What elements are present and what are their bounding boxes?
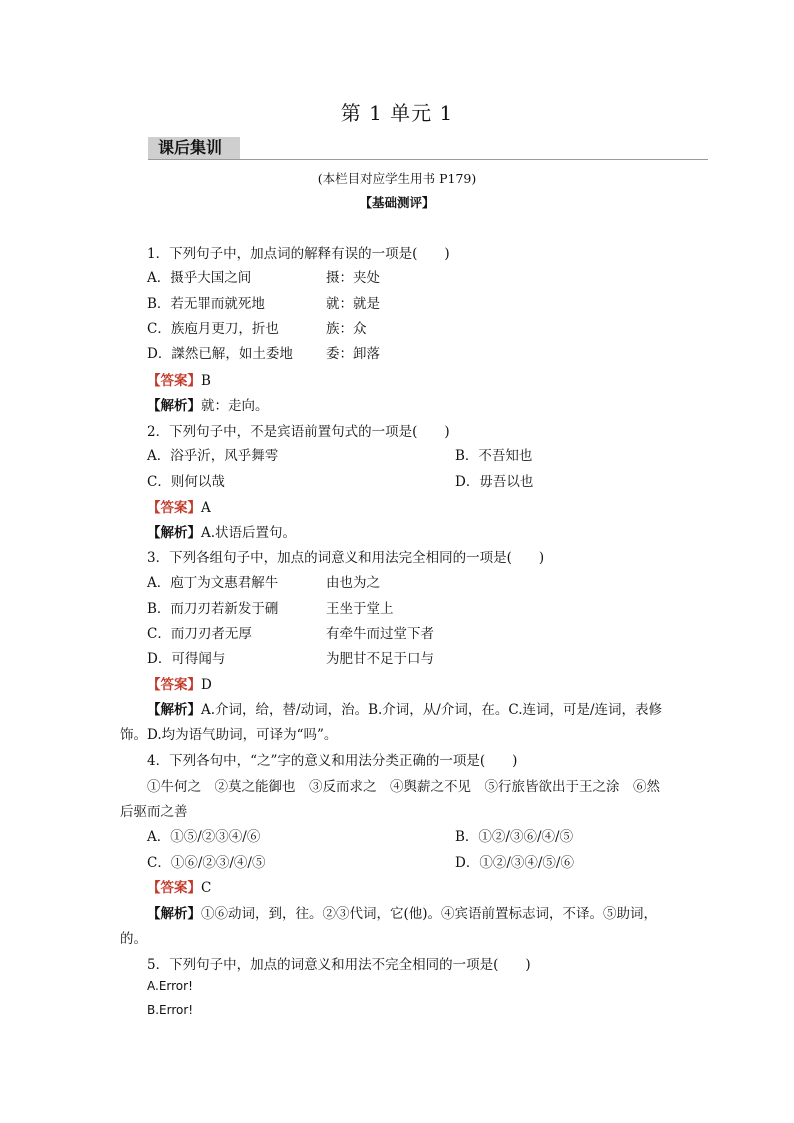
q3-explanation-cont: 饰。D.均为语气助词，可译为“吗”。 (120, 727, 338, 743)
q3-option-a-pair: 由也为之 (326, 575, 380, 591)
q1-option-d: D．謋然已解，如土委地 (147, 346, 293, 362)
q2-option-d: D．毋吾以也 (455, 474, 534, 490)
q2-option-c: C．则何以哉 (147, 474, 225, 490)
explanation-text: 就：走向。 (201, 398, 269, 414)
q4-option-a: A．①⑤/②③④/⑥ (147, 829, 261, 845)
q3-option-b-pair: 王坐于堂上 (326, 601, 394, 617)
q4-items-cont: 后驱而之善 (120, 804, 188, 820)
q1-option-c: C．族庖月更刀，折也 (147, 321, 279, 337)
subheading: 【基础测评】 (359, 195, 435, 210)
q2-explanation (147, 521, 296, 541)
q5-option-a: A.Error! (147, 979, 193, 993)
answer-label: 【答案】 (147, 677, 201, 693)
explanation-text: A.介词，给，替/动词，治。B.介词，从/介词，在。C.连词，可是/连词，表修 (201, 702, 663, 718)
answer-value: B (201, 373, 211, 389)
q4-option-b: B．①②/③⑥/④/⑤ (455, 829, 574, 845)
answer-value: A (201, 500, 211, 516)
q2-stem: 2．下列句子中，不是宾语前置句式的一项是( ) (147, 424, 450, 440)
q3-option-a: A．庖丁为文惠君解牛 (147, 575, 279, 591)
q4-option-d: D．①②/③④/⑤/⑥ (455, 855, 574, 871)
q4-stem: 4．下列各句中，“之”字的意义和用法分类正确的一项是( ) (147, 753, 518, 769)
q1-explanation (147, 394, 269, 414)
q1-option-b: B．若无罪而就死地 (147, 296, 265, 312)
q2-answer (147, 496, 211, 516)
answer-label: 【答案】 (147, 373, 201, 389)
q1-option-c-note: 族：众 (326, 321, 367, 337)
answer-value: C (201, 880, 212, 896)
q1-option-a-note: 摄：夹处 (326, 270, 380, 286)
q3-option-d: D．可得闻与 (147, 651, 226, 667)
q1-option-a: A．摄乎大国之间 (147, 270, 252, 286)
answer-value: D (201, 677, 212, 693)
q4-option-c: C．①⑥/②③/④/⑤ (147, 855, 266, 871)
q4-items: ①牛何之 ②莫之能御也 ③反而求之 ④舆薪之不见 ⑤行旅皆欲出于王之涂 ⑥然 (147, 779, 660, 795)
q3-option-c-pair: 有牵牛而过堂下者 (326, 626, 434, 642)
q3-answer (147, 673, 212, 693)
explanation-label: 【解析】 (147, 906, 201, 922)
q4-answer (147, 876, 211, 896)
explanation-text: A.状语后置句。 (201, 525, 297, 541)
section-header (148, 137, 708, 160)
q3-option-c: C．而刀刃者无厚 (147, 626, 252, 642)
section-tab: 课后集训 (148, 137, 240, 159)
q4-explanation (147, 902, 657, 922)
reference-note: (本栏目对应学生用书 P179) (317, 171, 477, 186)
q3-option-d-pair: 为肥甘不足于口与 (326, 651, 434, 667)
explanation-text: ①⑥动词，到，往。②③代词，它(他)。④宾语前置标志词，不译。⑤助词， (201, 906, 658, 922)
q1-stem: 1．下列句子中，加点词的解释有误的一项是( ) (147, 246, 450, 262)
q5-stem: 5．下列句子中，加点的词意义和用法不完全相同的一项是( ) (147, 957, 531, 973)
q1-option-d-note: 委：卸落 (326, 346, 380, 362)
explanation-label: 【解析】 (147, 702, 201, 718)
q3-explanation (147, 698, 662, 718)
q2-option-b: B．不吾知也 (455, 448, 533, 464)
page-title: 第 1 单元 1 (340, 101, 454, 125)
q3-stem: 3．下列各组句子中，加点的词意义和用法完全相同的一项是( ) (147, 550, 545, 566)
q4-explanation-cont: 的。 (120, 931, 147, 947)
q1-option-b-note: 就：就是 (326, 296, 380, 312)
answer-label: 【答案】 (147, 500, 201, 516)
q1-answer (147, 369, 211, 389)
q2-option-a: A．浴乎沂，风乎舞雩 (147, 448, 279, 464)
answer-label: 【答案】 (147, 880, 201, 896)
q3-option-b: B．而刀刃若新发于硎 (147, 601, 279, 617)
explanation-label: 【解析】 (147, 398, 201, 414)
q5-option-b: B.Error! (147, 1003, 194, 1017)
explanation-label: 【解析】 (147, 525, 201, 541)
